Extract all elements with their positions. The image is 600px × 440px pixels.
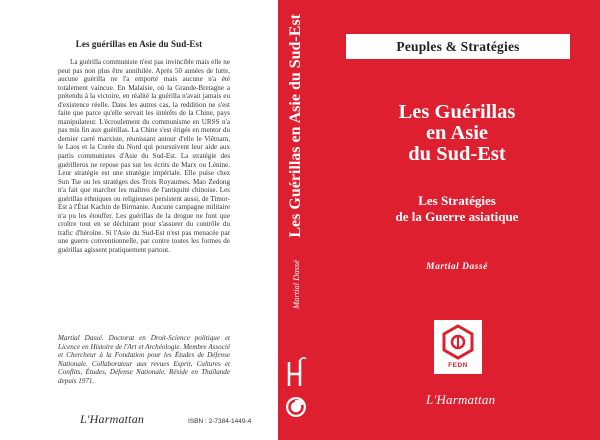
- front-publisher-name: L'Harmattan: [426, 392, 496, 407]
- book-title: [314, 102, 600, 165]
- back-cover-blurb: La guérilla communiste n'est pas invincible mais elle ne peut pas non plus être annihilée. Après 50 années de lutte, aucune guérilla ne l'a emporté mais aucune n'a été totalement vaincue. En Malaisie, où la Grande-Bretagne a prétendu à la victoire, en réalité la guérilla n'avait jamais eu d'existence réelle. Dans les autres cas, la reddition ne s'est faite que parce qu'elle servait les intérêts de la Chine, pays manipulateur. L'écroulement du communisme en URSS n'a pas mis fin aux guérillas. La Chine s'est érigée en mentor du dernier carré marxiste, réunissant autour d'elle le Viêtnam, le Laos et la Corée du Nord qui poursuivent leur aide aux partis communistes d'Asie du Sud-Est. La stratégie des guérilleros ne repose pas sur les écrits de Marx ou Lénine. Leur stratégie est une stratégie impériale. Elle puise chez Sun Tse ou les stratèges des Trois Royaumes. Mao Zedong n'a fait que marcher les maîtres de l'antiquité chinoise. Les guérillas ethniques ou religieuses persistent aussi, de Timor-Est à l'État Kachin de Birmanie. Aucune campagne militaire n'a pu les étouffer. Les guérillas de la drogue ne font que croître tout en se déchirant pour s'assurer du contrôle du trafic d'héroïne. Si l'Asie du Sud-Est n'est pas menacée par une guerre conventionnelle, par contre toutes les formes de guérillas agissent pratiquement partout.: [58, 58, 230, 255]
- back-cover-title: Les guérillas en Asie du Sud-Est: [75, 39, 203, 49]
- front-author: Martial Dassé: [426, 262, 488, 272]
- emblem-icon: [285, 396, 307, 418]
- book-title-line: du Sud-Est: [408, 143, 506, 165]
- spine-author-box: [278, 260, 314, 360]
- spine: [278, 0, 314, 440]
- author-bio: Martial Dassé. Doctorat en Droit-Science politique et Licence en Histoire de l'Art et Archéologie. Membre Associé et Chercheur à la Fondation pour les Études de Défense Nationale. Collaborateur aux revues Esprit, Cultures et Conflits, Études, Défense Nationale. Réside en Thaïlande depuis 1971.: [58, 334, 230, 385]
- front-cover: [314, 0, 600, 440]
- book-title-line: en Asie: [425, 122, 489, 144]
- fedn-label: FEDN: [448, 362, 468, 369]
- back-publisher-name: L'Harmattan: [80, 412, 145, 426]
- spine-title: Les Guérillas en Asie du Sud-Est: [287, 14, 304, 238]
- spine-title-box: [278, 0, 314, 240]
- back-cover: [0, 0, 278, 440]
- book-subtitle-line: de la Guerre asiatique: [395, 208, 519, 224]
- fedn-badge: [434, 320, 482, 374]
- isbn: ISBN : 2-7384-1449-4: [188, 418, 252, 425]
- book-subtitle-line: Les Stratégies: [418, 193, 496, 208]
- harmattan-logo-icon: [284, 352, 308, 390]
- book-subtitle: [314, 193, 600, 224]
- fedn-logo-icon: [440, 324, 476, 360]
- collection-banner: Peuples & Stratégies: [346, 34, 570, 59]
- spine-author: Martial Dassé: [291, 260, 301, 309]
- book-title-line: Les Guérillas: [398, 101, 516, 123]
